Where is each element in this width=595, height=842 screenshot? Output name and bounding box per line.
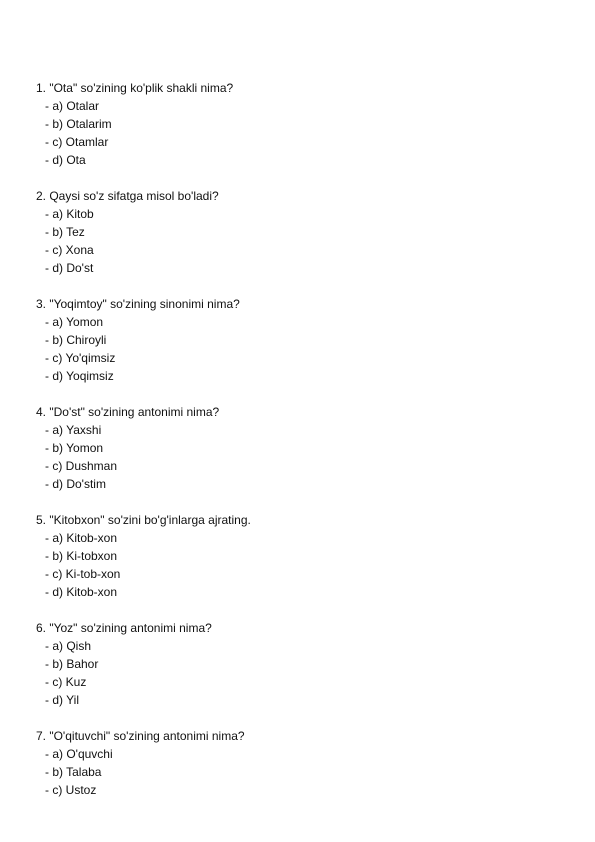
answer-option-a: - a) Kitob (45, 207, 94, 221)
document-page (36, 79, 576, 817)
answer-option-c: - c) Dushman (45, 459, 118, 473)
question-text: 3. "Yoqimtoy" so'zining sinonimi nima? (36, 297, 240, 311)
answer-option-c: - c) Xona (45, 243, 94, 257)
question-5 (36, 511, 576, 601)
answer-option-c: - c) Ustoz (45, 783, 97, 797)
answer-option-c: - c) Ki-tob-xon (45, 567, 121, 581)
answer-option-b: - b) Otalarim (45, 117, 112, 131)
answer-option-a: - a) Qish (45, 639, 92, 653)
answer-option-d: - d) Yil (45, 693, 80, 707)
answer-option-a: - a) Yaxshi (45, 423, 102, 437)
question-text: 5. "Kitobxon" so'zini bo'g'inlarga ajrating. (36, 513, 251, 527)
question-text: 4. "Do'st" so'zining antonimi nima? (36, 405, 220, 419)
answer-option-b: - b) Ki-tobxon (45, 549, 118, 563)
answer-option-a: - a) O'quvchi (45, 747, 113, 761)
answer-option-a: - a) Yomon (45, 315, 104, 329)
answer-option-c: - c) Otamlar (45, 135, 109, 149)
answer-option-b: - b) Bahor (45, 657, 99, 671)
answer-option-d: - d) Do'stim (45, 477, 106, 491)
answer-option-a: - a) Otalar (45, 99, 100, 113)
question-3 (36, 295, 576, 385)
answer-option-c: - c) Yo'qimsiz (45, 351, 116, 365)
answer-option-b: - b) Chiroyli (45, 333, 107, 347)
answer-option-d: - d) Yoqimsiz (45, 369, 114, 383)
answer-option-b: - b) Talaba (45, 765, 102, 779)
question-text: 1. "Ota" so'zining ko'plik shakli nima? (36, 81, 234, 95)
answer-option-a: - a) Kitob-xon (45, 531, 118, 545)
question-7 (36, 727, 576, 799)
question-4 (36, 403, 576, 493)
question-text: 7. "O'qituvchi" so'zining antonimi nima? (36, 729, 245, 743)
question-text: 2. Qaysi so'z sifatga misol bo'ladi? (36, 189, 219, 203)
question-text: 6. "Yoz" so'zining antonimi nima? (36, 621, 212, 635)
question-2 (36, 187, 576, 277)
question-6 (36, 619, 576, 709)
answer-option-b: - b) Yomon (45, 441, 104, 455)
answer-option-c: - c) Kuz (45, 675, 87, 689)
answer-option-b: - b) Tez (45, 225, 85, 239)
answer-option-d: - d) Ota (45, 153, 86, 167)
question-1 (36, 79, 576, 169)
answer-option-d: - d) Do'st (45, 261, 94, 275)
answer-option-d: - d) Kitob-xon (45, 585, 118, 599)
